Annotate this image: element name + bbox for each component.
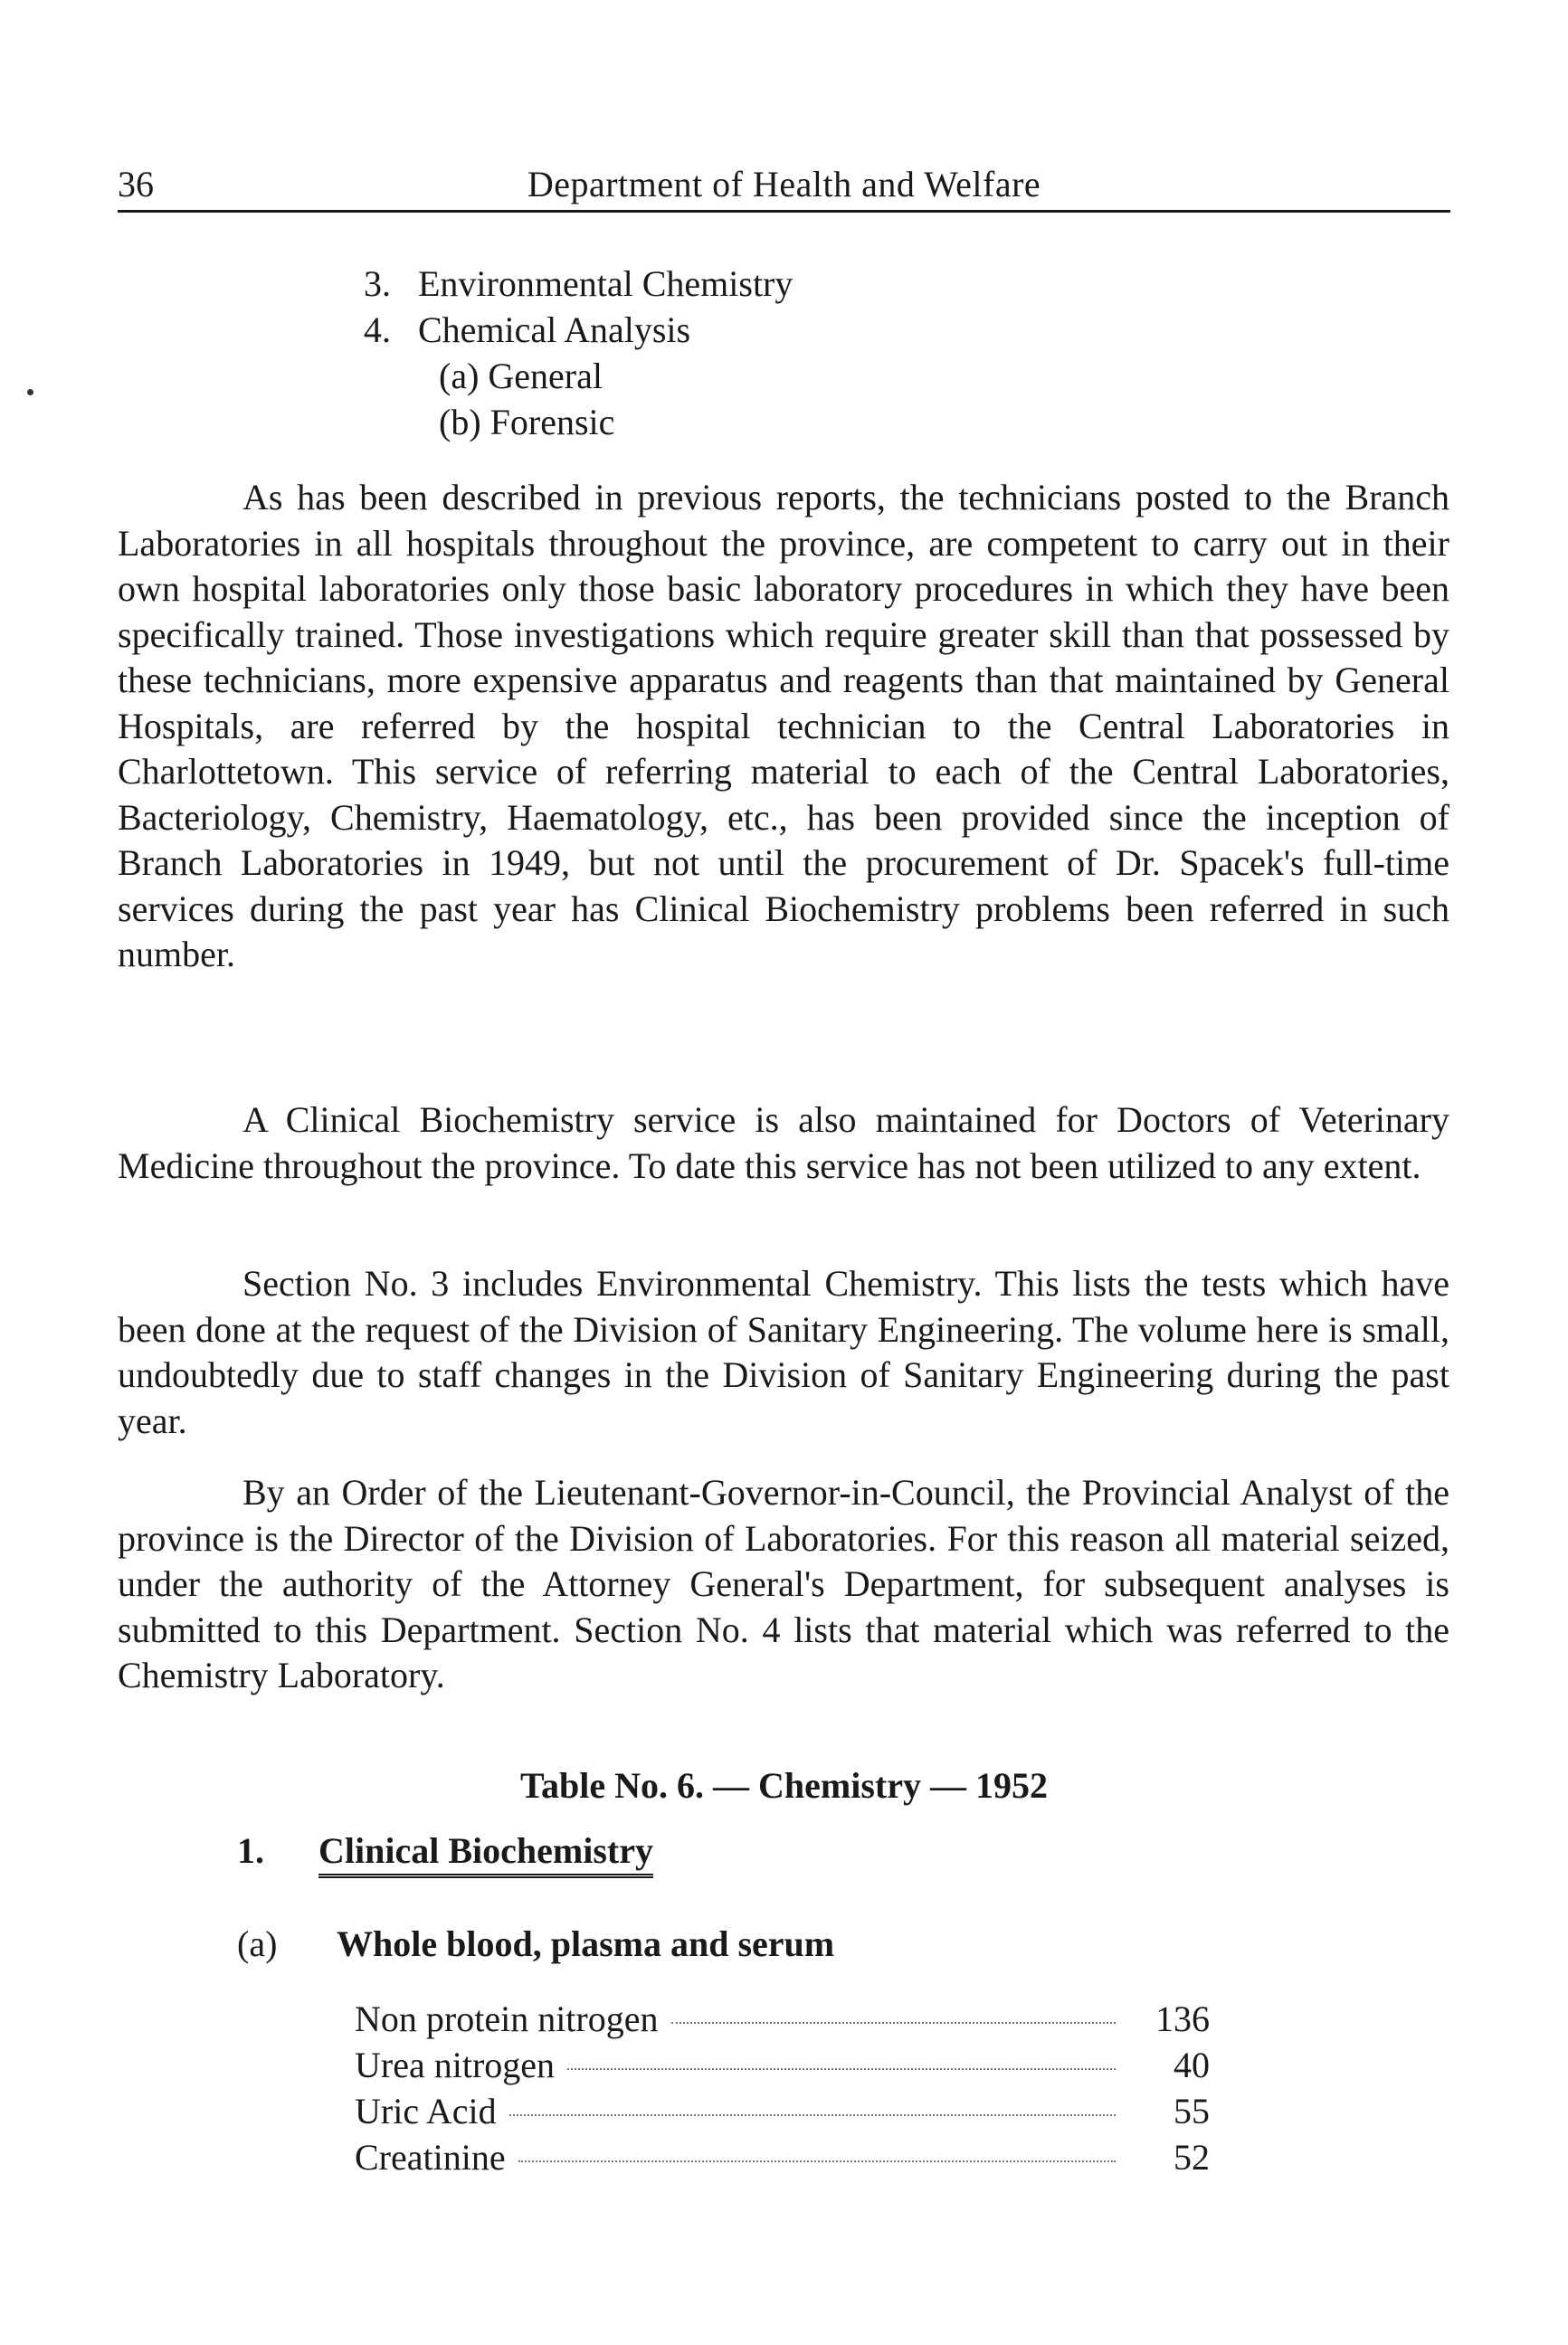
table-row (355, 2136, 1210, 2182)
section-number: 1. (237, 1830, 264, 1871)
table-section-heading (237, 1829, 653, 1878)
paragraph: As has been described in previous reports, the technicians posted to the Branch Laboratories in all hospitals throughout the province, are competent to carry out in their own hospital laboratories only those basic laboratory procedures in which they have been specifically trained. Those investigations which require greater skill than that possessed by these technicians, more expensive apparatus and reagents than that maintained by General Hospitals, are referred by the hospital technician to the Central Laboratories in Charlottetown. This service of referring material to each of the Central Laboratories, Bacteriology, Chemistry, Haematology, etc., has been provided since the inception of Branch Laboratories in 1949, but not until the procurement of Dr. Spacek's full-time services during the past year has Clinical Biochemistry problems been referred in such number. (118, 477, 1449, 974)
outline-item (118, 261, 793, 307)
test-name: Uric Acid (355, 2091, 497, 2131)
scan-speck (27, 389, 33, 395)
outline-item (118, 307, 793, 353)
outline-subitem: (b) Forensic (439, 402, 615, 442)
table-subsection-heading (237, 1923, 834, 1965)
test-count: 52 (1174, 2137, 1210, 2178)
outline-subitem: (a) General (439, 356, 603, 396)
section-label: Clinical Biochemistry (318, 1829, 653, 1878)
section-outline (118, 261, 793, 445)
chemistry-table (355, 1998, 1210, 2182)
table-row (355, 2090, 1210, 2136)
outline-text: Chemical Analysis (418, 309, 691, 350)
running-title: Department of Health and Welfare (527, 164, 1041, 204)
test-count: 40 (1174, 2045, 1210, 2085)
test-name: Non protein nitrogen (355, 1998, 659, 2039)
outline-text: Environmental Chemistry (418, 263, 794, 304)
dot-leader (567, 2068, 1116, 2070)
dot-leader (518, 2160, 1116, 2162)
test-count: 136 (1155, 1998, 1210, 2039)
dot-leader (509, 2114, 1116, 2116)
subsection-label: Whole blood, plasma and serum (337, 1923, 835, 1964)
subsection-marker: (a) (237, 1923, 278, 1964)
page-number: 36 (118, 164, 154, 204)
test-name: Urea nitrogen (355, 2045, 556, 2085)
test-name: Creatinine (355, 2137, 506, 2178)
outline-number: 3. (364, 263, 391, 304)
outline-number: 4. (364, 309, 391, 350)
table-row (355, 1998, 1210, 2044)
table-title: Table No. 6. — Chemistry — 1952 (520, 1765, 1048, 1806)
paragraph: A Clinical Biochemistry service is also maintained for Doctors of Veterinary Medicine throughout the province. To date this service has not been utilized to any extent. (118, 1099, 1449, 1186)
paragraph: Section No. 3 includes Environmental Chemistry. This lists the tests which have been done at the request of the Division of Sanitary Engineering. The volume here is small, undoubtedly due to staff changes in the Division of Sanitary Engineering during the past year. (118, 1263, 1449, 1441)
paragraph: By an Order of the Lieutenant-Governor-in-Council, the Provincial Analyst of the province is the Director of the Division of Laboratories. For this reason all material seized, under the authority of the Attorney General's Department, for subsequent analyses is submitted to this Department. Section No. 4 lists that material which was referred to the Chemistry Laboratory. (118, 1472, 1449, 1695)
page-header (118, 163, 1450, 213)
test-count: 55 (1174, 2091, 1210, 2131)
table-row (355, 2044, 1210, 2090)
dot-leader (671, 2022, 1117, 2024)
